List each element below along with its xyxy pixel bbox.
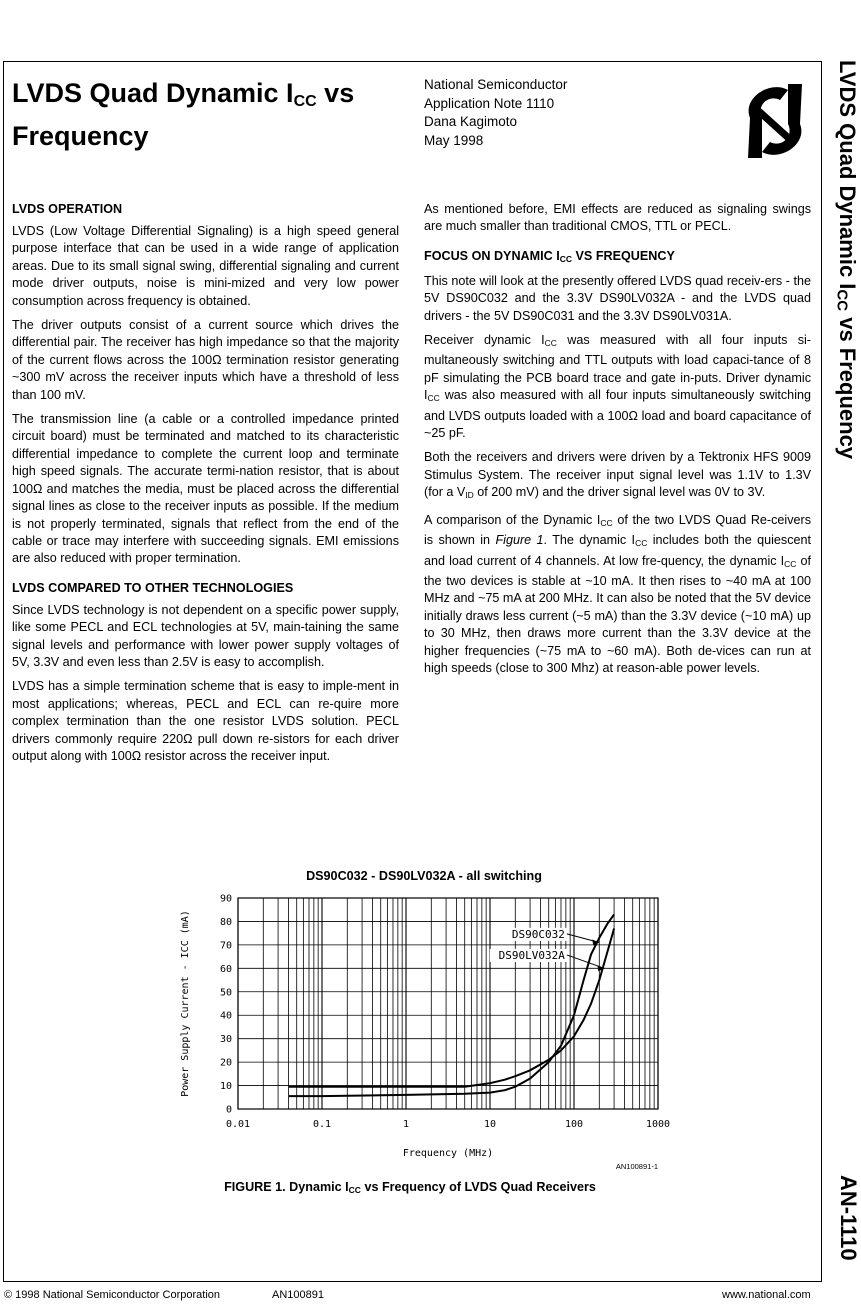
y-tick-label: 0 (225, 1104, 232, 1116)
paragraph: Since LVDS technology is not dependent on a specific power supply, like some PECL and ECL technologies at 5V, main-taining the same signal levels and performance with lower power supply voltages of 5V, 3.3V and even less than 2.5V is easy to accomplish. (12, 602, 399, 669)
series-label-ds90lv032a: DS90LV032A (498, 948, 565, 962)
y-tick-label: 20 (219, 1057, 232, 1069)
chart-axes (238, 898, 658, 1109)
paragraph: A comparison of the Dynamic $I_{CC}$ of the two LVDS Quad Re-ceivers is shown in Figure 1. The dynamic $I_{CC}$ includes both the quiescent and load current of 4 channels. At low fre-quency, the dynamic $I_{CC}$ of the two devices is stable at ~10 mA. It then rises to ~40 mA at 100 MHz and ~75 mA at 200 MHz. It can also be noted that the 5V device initially draws less current (~5 mA) than the 3.3V device (~10 mA) up to 30 MHz, then draws more current than the 3.3V device at the higher frequencies (~75 mA to ~60 mA). Both de-vices can run at high speeds (close to 300 Mhz) at reason-able power levels. (424, 512, 812, 675)
x-tick-label: 10 (483, 1119, 497, 1130)
y-tick-label: 30 (219, 1034, 232, 1046)
app-note-number: Application Note 1110 (424, 95, 555, 111)
author-name: Dana Kagimoto (424, 114, 518, 129)
national-semiconductor-logo (740, 78, 810, 164)
right-column (424, 201, 811, 684)
footer-website[interactable]: www.national.com (722, 1289, 811, 1301)
x-tick-label: 1000 (645, 1119, 671, 1130)
chart-grid (238, 898, 658, 1109)
y-tick-label: 10 (219, 1081, 232, 1093)
y-tick-label: 90 (219, 893, 232, 905)
figure-code: AN100891-1 (615, 1162, 658, 1171)
side-app-note-number: AN-1110 (836, 1175, 861, 1261)
company-name: National Semiconductor (424, 77, 568, 92)
chart-series (289, 914, 614, 1096)
chart-labels (180, 894, 670, 1172)
publish-date: May 1998 (424, 132, 484, 148)
side-title: LVDS Quad Dynamic $I_{CC}$ vs Frequency (833, 60, 860, 460)
page-title: LVDS Quad Dynamic $I_{CC}$ vs Frequency (12, 78, 355, 151)
paragraph: Both the receivers and drivers were driven by a Tektronix HFS 9009 Stimulus System. The receiver input signal level was 1.1V to 1.3V (for a $V_{ID}$ of 200 mV) and the driver signal level was 0V to 3V. (424, 450, 811, 501)
footer-copyright: © 1998 National Semiconductor Corporation (4, 1289, 221, 1301)
series-line-ds90c032 (289, 914, 614, 1096)
y-tick-label: 70 (219, 940, 232, 952)
x-axis-label: Frequency (MHz) (402, 1148, 494, 1159)
x-tick-label: 1 (402, 1119, 410, 1130)
series-label-ds90c032: DS90C032 (511, 927, 565, 941)
plot-frame (238, 898, 658, 1109)
section-heading-focus: FOCUS ON DYNAMIC $I_{CC}$ VS FREQUENCY (424, 248, 675, 264)
x-tick-label: 100 (564, 1119, 584, 1130)
y-tick-label: 40 (219, 1010, 232, 1022)
paragraph: LVDS (Low Voltage Differential Signaling) is a high speed general purpose interface that can be used in a wide range of application areas. Due to its small signal swing, differential signaling and current mode driver outputs, noise is mini-mized and very low power consumption across frequency is obtained. (12, 224, 399, 308)
y-tick-label: 80 (219, 916, 232, 928)
paragraph: This note will look at the presently offered LVDS quad receiv-ers - the 5V DS90C032 and the 3.3V DS90LV032A - and the LVDS quad drivers - the 5V DS90C031 and the 3.3V DS90LV031A. (424, 273, 811, 323)
section-heading-compared: LVDS COMPARED TO OTHER TECHNOLOGIES (12, 580, 294, 595)
left-column (12, 201, 399, 772)
section-heading-operation: LVDS OPERATION (12, 202, 123, 216)
paragraph: Receiver dynamic $I_{CC}$ was measured with all four inputs si-multaneously switching and TTL outputs with load capaci-tance of 8 pF simulating the PCB board trace and gate in-puts. Driver dynamic $I_{CC}$ was also measured with all four inputs simultaneously switching and LVDS outputs loaded with a 100Ω load and board capacitance of ~25 pF. (424, 333, 811, 441)
figure-reference[interactable]: Figure 1 (495, 533, 544, 548)
document-meta (424, 76, 567, 150)
x-tick-label: 0.01 (225, 1119, 251, 1130)
paragraph: The transmission line (a cable or a controlled impedance printed circuit board) must be terminated and matched to its characteristic differential impedance to complete the current loop and terminate high speed signals. The accurate termi-nation resistor, that is about 100Ω and matches the media, must be placed across the differential signal lines as close to the receiver inputs as possible. If the medium is not properly terminated, signals that reflect from the end of the cable or trace may interfere with succeeding signals. EMI emissions are also reduced with proper termination. (12, 412, 399, 566)
x-tick-label: 0.1 (312, 1119, 332, 1130)
y-axis-label: Power Supply Current - ICC (mA) (180, 910, 191, 1097)
paragraph: The driver outputs consist of a current source which drives the differential pair. The receiver has high impedance so that the majority of the current flows across the 100Ω termination resistor generating ~300 mV across the receiver inputs which have a threshold of less than 100 mV. (12, 318, 399, 402)
paragraph: LVDS has a simple termination scheme that is easy to imple-ment in most applications; whereas, PECL and ECL can re-quire more complex termination than the one resistor LVDS solution. PECL drivers commonly require 220Ω pull down re-sistors for each driver output along with 100Ω resistor across the receiver input. (12, 679, 399, 763)
chart-title: DS90C032 - DS90LV032A - all switching (306, 869, 542, 883)
dynamic-icc-chart (170, 888, 680, 1178)
footer-doc-id: AN100891 (272, 1289, 324, 1301)
figure-caption: FIGURE 1. Dynamic $I_{CC}$ vs Frequency of LVDS Quad Receivers (224, 1180, 596, 1195)
y-tick-label: 60 (219, 963, 232, 975)
y-tick-label: 50 (219, 987, 232, 999)
paragraph: As mentioned before, EMI effects are reduced as signaling swings are much smaller than traditional CMOS, TTL or PECL. (424, 202, 811, 234)
